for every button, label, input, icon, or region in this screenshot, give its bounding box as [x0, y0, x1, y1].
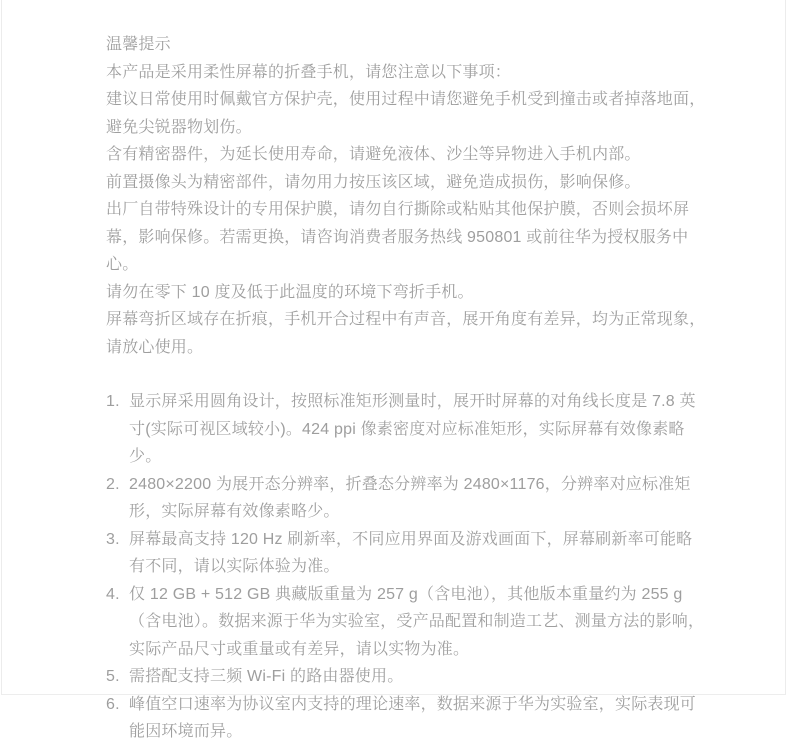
notice-paragraph: 含有精密器件，为延长使用寿命，请避免液体、沙尘等异物进入手机内部。 [106, 146, 641, 163]
footnote-number: 3. [106, 530, 120, 548]
footnote-item [106, 388, 707, 471]
footnote-number: 1. [106, 393, 120, 410]
footnote-text: 峰值空口速率为协议室内支持的理论速率，数据来源于华为实验室，实际表现可能因环境而异。 [129, 695, 697, 740]
footnote-number: 5. [106, 668, 120, 685]
footnote-text: 屏幕最高支持 120 Hz 刷新率，不同应用界面及游戏画面下，屏幕刷新率可能略有不同，请以实际体验为准。 [129, 530, 693, 575]
notice-section [106, 31, 707, 361]
notice-paragraph: 请勿在零下 10 度及低于此温度的环境下弯折手机。 [106, 283, 474, 301]
footnote-item [106, 691, 707, 746]
notice-paragraph: 前置摄像头为精密部件，请勿用力按压该区域，避免造成损伤，影响保修。 [106, 173, 641, 191]
footnote-item [106, 471, 707, 526]
footnote-text: 仅 12 GB + 512 GB 典藏版重量为 257 g（含电池），其他版本重量约为 255 g（含电池）。数据来源于华为实验室，受产品配置和制造工艺、测量方法的影响，实际产品尺寸或重量或有差异，请以实物为准。 [129, 585, 705, 658]
footnote-item [106, 581, 707, 664]
notice-paragraph: 屏幕弯折区域存在折痕，手机开合过程中有声音，展开角度有差异，均为正常现象，请放心使用。 [106, 311, 706, 356]
footnote-item [106, 526, 707, 581]
footnote-text: 显示屏采用圆角设计，按照标准矩形测量时，展开时屏幕的对角线长度是 7.8 英寸(实际可视区域较小)。424 ppi 像素密度对应标准矩形，实际屏幕有效像素略少。 [129, 393, 696, 465]
footnote-number: 4. [106, 585, 120, 603]
notice-paragraph: 建议日常使用时佩戴官方保护壳，使用过程中请您避免手机受到撞击或者掉落地面，避免尖锐器物划伤。 [106, 91, 706, 136]
footnote-number: 6. [106, 695, 120, 713]
footnote-text: 需搭配支持三频 Wi-Fi 的路由器使用。 [129, 668, 404, 685]
footnotes-list [106, 388, 707, 746]
notice-paragraph: 出厂自带特殊设计的专用保护膜，请勿自行撕除或粘贴其他保护膜，否则会损坏屏幕，影响保修。若需更换，请咨询消费者服务热线 950801 或前往华为授权服务中心。 [106, 201, 690, 273]
notice-heading: 温馨提示 [106, 36, 171, 53]
footnote-item [106, 663, 707, 691]
footnote-text: 2480×2200 为展开态分辨率，折叠态分辨率为 2480×1176，分辨率对应标准矩形，实际屏幕有效像素略少。 [129, 475, 691, 520]
footnote-number: 2. [106, 475, 120, 493]
notice-paragraph: 本产品是采用柔性屏幕的折叠手机，请您注意以下事项： [106, 63, 512, 81]
product-notice-page [1, 0, 786, 740]
